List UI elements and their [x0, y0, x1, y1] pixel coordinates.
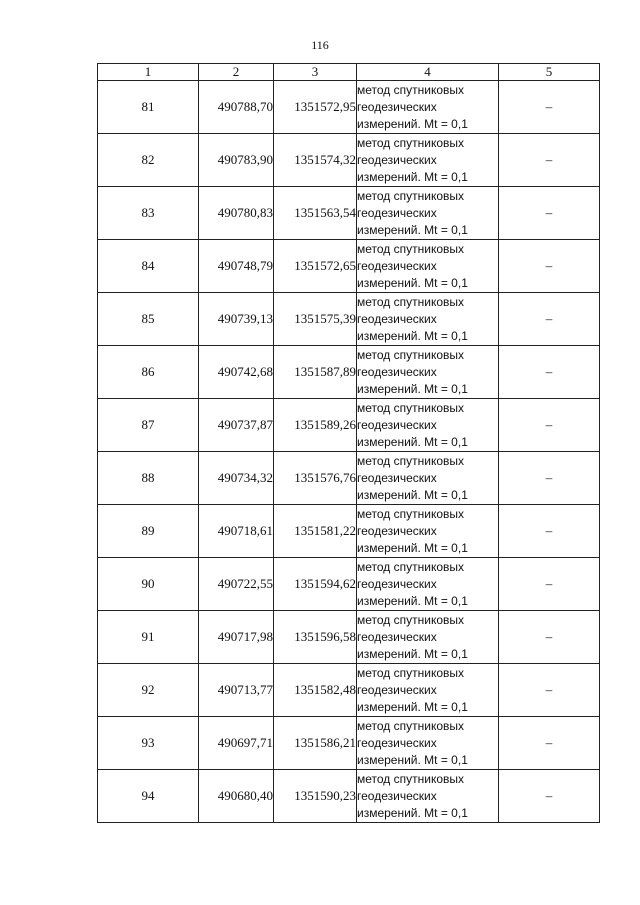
table-row	[98, 240, 600, 293]
method-line: метод спутниковых	[357, 82, 465, 97]
method-line: измерений. Mt = 0,1	[357, 328, 468, 343]
table-row	[98, 611, 600, 664]
column-5-cell: –	[499, 664, 600, 717]
method-line: метод спутниковых	[357, 559, 465, 574]
column-5-cell: –	[499, 293, 600, 346]
y-coordinate-cell: 1351589,26	[274, 399, 357, 452]
table-body	[98, 81, 600, 823]
method-cell	[357, 81, 499, 134]
x-coordinate-cell: 490748,79	[199, 240, 274, 293]
x-coordinate-cell: 490717,98	[199, 611, 274, 664]
method-line: метод спутниковых	[357, 718, 465, 733]
method-line: геодезических	[357, 629, 437, 644]
point-number-cell: 85	[98, 293, 199, 346]
method-cell	[357, 717, 499, 770]
x-coordinate-cell: 490713,77	[199, 664, 274, 717]
point-number-cell: 86	[98, 346, 199, 399]
method-cell	[357, 293, 499, 346]
x-coordinate-cell: 490697,71	[199, 717, 274, 770]
method-line: измерений. Mt = 0,1	[357, 434, 468, 449]
y-coordinate-cell: 1351587,89	[274, 346, 357, 399]
method-cell	[357, 187, 499, 240]
method-line: геодезических	[357, 470, 437, 485]
header-col-1: 1	[98, 64, 199, 81]
header-col-4: 4	[357, 64, 499, 81]
point-number-cell: 91	[98, 611, 199, 664]
table-row	[98, 452, 600, 505]
table-row	[98, 770, 600, 823]
method-line: метод спутниковых	[357, 612, 465, 627]
point-number-cell: 88	[98, 452, 199, 505]
y-coordinate-cell: 1351572,95	[274, 81, 357, 134]
method-cell	[357, 558, 499, 611]
table-row	[98, 505, 600, 558]
method-cell	[357, 134, 499, 187]
method-line: метод спутниковых	[357, 135, 465, 150]
method-line: геодезических	[357, 258, 437, 273]
y-coordinate-cell: 1351563,54	[274, 187, 357, 240]
x-coordinate-cell: 490734,32	[199, 452, 274, 505]
y-coordinate-cell: 1351572,65	[274, 240, 357, 293]
method-line: метод спутниковых	[357, 294, 465, 309]
x-coordinate-cell: 490680,40	[199, 770, 274, 823]
x-coordinate-cell: 490783,90	[199, 134, 274, 187]
method-line: измерений. Mt = 0,1	[357, 646, 468, 661]
method-line: измерений. Mt = 0,1	[357, 381, 468, 396]
method-line: геодезических	[357, 735, 437, 750]
point-number-cell: 87	[98, 399, 199, 452]
y-coordinate-cell: 1351581,22	[274, 505, 357, 558]
column-5-cell: –	[499, 134, 600, 187]
x-coordinate-cell: 490718,61	[199, 505, 274, 558]
method-line: метод спутниковых	[357, 506, 465, 521]
method-line: измерений. Mt = 0,1	[357, 805, 468, 820]
x-coordinate-cell: 490780,83	[199, 187, 274, 240]
method-line: геодезических	[357, 99, 437, 114]
method-line: геодезических	[357, 152, 437, 167]
y-coordinate-cell: 1351586,21	[274, 717, 357, 770]
column-5-cell: –	[499, 505, 600, 558]
column-5-cell: –	[499, 81, 600, 134]
point-number-cell: 90	[98, 558, 199, 611]
y-coordinate-cell: 1351576,76	[274, 452, 357, 505]
x-coordinate-cell: 490722,55	[199, 558, 274, 611]
header-col-5: 5	[499, 64, 600, 81]
method-line: измерений. Mt = 0,1	[357, 593, 468, 608]
table-row	[98, 664, 600, 717]
point-number-cell: 92	[98, 664, 199, 717]
method-line: измерений. Mt = 0,1	[357, 275, 468, 290]
method-line: геодезических	[357, 682, 437, 697]
table-row	[98, 293, 600, 346]
method-line: измерений. Mt = 0,1	[357, 699, 468, 714]
x-coordinate-cell: 490739,13	[199, 293, 274, 346]
point-number-cell: 83	[98, 187, 199, 240]
method-line: измерений. Mt = 0,1	[357, 540, 468, 555]
column-5-cell: –	[499, 558, 600, 611]
method-cell	[357, 770, 499, 823]
point-number-cell: 93	[98, 717, 199, 770]
method-line: метод спутниковых	[357, 453, 465, 468]
method-cell	[357, 505, 499, 558]
method-line: метод спутниковых	[357, 188, 465, 203]
table-row	[98, 399, 600, 452]
header-col-3: 3	[274, 64, 357, 81]
column-5-cell: –	[499, 452, 600, 505]
method-line: измерений. Mt = 0,1	[357, 169, 468, 184]
column-5-cell: –	[499, 399, 600, 452]
method-line: измерений. Mt = 0,1	[357, 487, 468, 502]
x-coordinate-cell: 490788,70	[199, 81, 274, 134]
table-header-row	[98, 64, 600, 81]
header-col-2: 2	[199, 64, 274, 81]
method-line: измерений. Mt = 0,1	[357, 222, 468, 237]
y-coordinate-cell: 1351596,58	[274, 611, 357, 664]
x-coordinate-cell: 490742,68	[199, 346, 274, 399]
point-number-cell: 81	[98, 81, 199, 134]
point-number-cell: 94	[98, 770, 199, 823]
method-line: метод спутниковых	[357, 771, 465, 786]
method-cell	[357, 399, 499, 452]
column-5-cell: –	[499, 346, 600, 399]
column-5-cell: –	[499, 187, 600, 240]
page-number: 116	[311, 38, 329, 52]
coordinates-table	[97, 63, 600, 823]
method-line: метод спутниковых	[357, 241, 465, 256]
column-5-cell: –	[499, 717, 600, 770]
column-5-cell: –	[499, 240, 600, 293]
table-row	[98, 346, 600, 399]
method-line: геодезических	[357, 364, 437, 379]
column-5-cell: –	[499, 611, 600, 664]
y-coordinate-cell: 1351594,62	[274, 558, 357, 611]
method-line: геодезических	[357, 788, 437, 803]
method-line: измерений. Mt = 0,1	[357, 116, 468, 131]
method-line: метод спутниковых	[357, 665, 465, 680]
table-row	[98, 717, 600, 770]
point-number-cell: 82	[98, 134, 199, 187]
method-cell	[357, 611, 499, 664]
y-coordinate-cell: 1351575,39	[274, 293, 357, 346]
method-cell	[357, 346, 499, 399]
method-cell	[357, 240, 499, 293]
table-row	[98, 558, 600, 611]
method-line: геодезических	[357, 576, 437, 591]
table-row	[98, 81, 600, 134]
point-number-cell: 84	[98, 240, 199, 293]
method-cell	[357, 664, 499, 717]
method-line: геодезических	[357, 311, 437, 326]
method-line: метод спутниковых	[357, 347, 465, 362]
x-coordinate-cell: 490737,87	[199, 399, 274, 452]
column-5-cell: –	[499, 770, 600, 823]
method-cell	[357, 452, 499, 505]
table-row	[98, 134, 600, 187]
method-line: геодезических	[357, 417, 437, 432]
table-row	[98, 187, 600, 240]
method-line: метод спутниковых	[357, 400, 465, 415]
method-line: измерений. Mt = 0,1	[357, 752, 468, 767]
y-coordinate-cell: 1351574,32	[274, 134, 357, 187]
method-line: геодезических	[357, 205, 437, 220]
y-coordinate-cell: 1351582,48	[274, 664, 357, 717]
method-line: геодезических	[357, 523, 437, 538]
y-coordinate-cell: 1351590,23	[274, 770, 357, 823]
point-number-cell: 89	[98, 505, 199, 558]
